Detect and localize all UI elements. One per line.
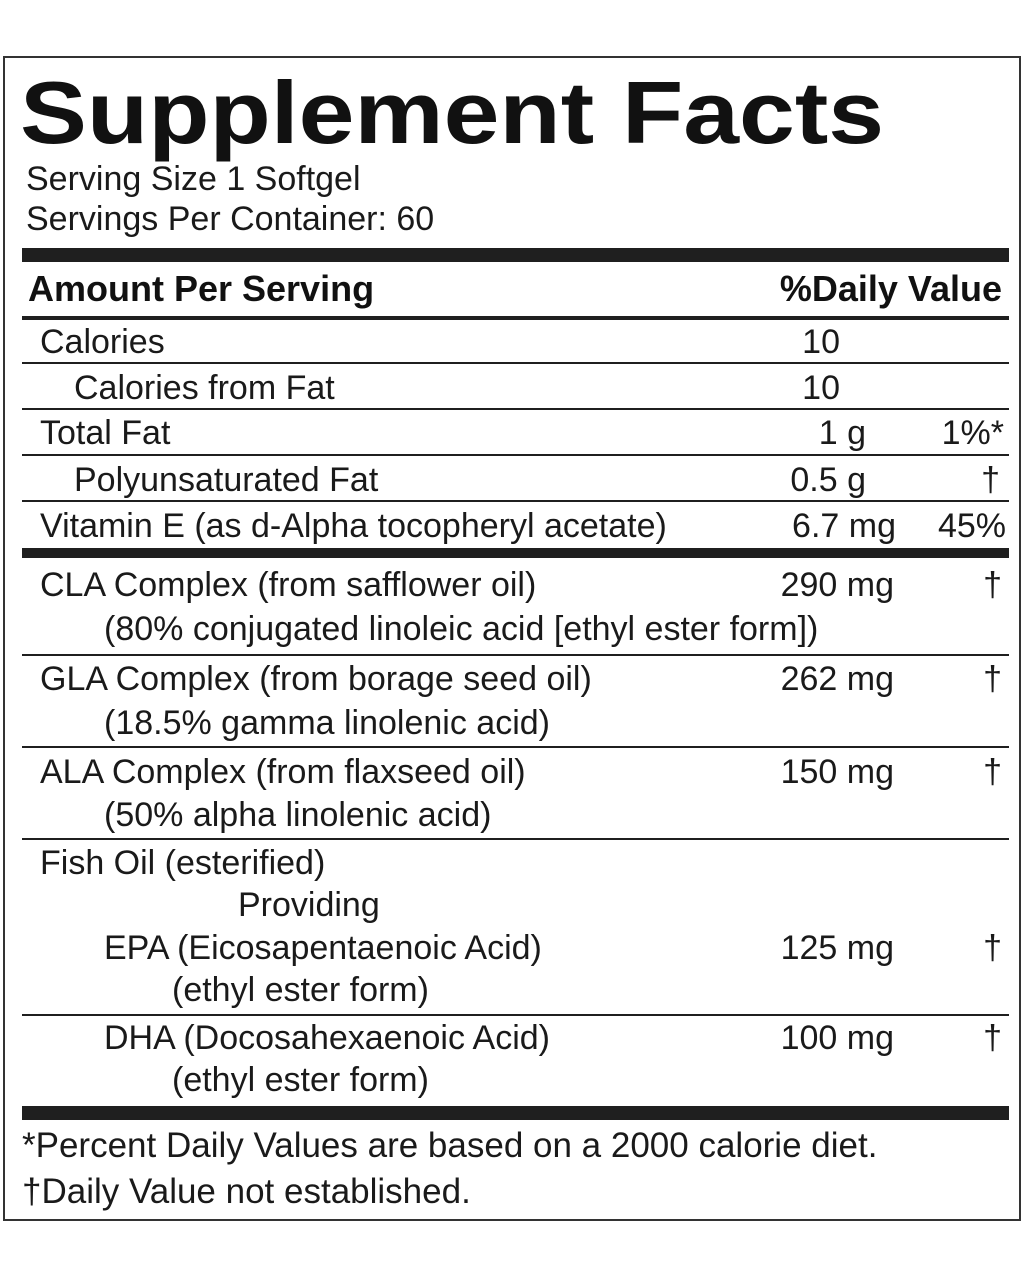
gla-complex-amount: 262 mg — [780, 660, 894, 698]
dha-detail: (ethyl ester form) — [172, 1061, 429, 1099]
cla-complex-amount: 290 mg — [780, 566, 894, 604]
dha-label: DHA (Docosahexaenoic Acid) — [104, 1019, 551, 1057]
gla-complex-dv: † — [983, 660, 1002, 698]
total-fat-dv: 1%* — [941, 414, 1004, 452]
vitamin-e-label: Vitamin E (as d-Alpha tocopheryl acetate) — [40, 507, 667, 545]
calories-from-fat-label: Calories from Fat — [74, 369, 335, 407]
ala-complex-label: ALA Complex (from flaxseed oil) — [40, 753, 526, 791]
thick-divider-bottom — [22, 1106, 1009, 1120]
row-divider — [22, 746, 1009, 748]
vitamin-e-dv: 45% — [937, 507, 1006, 545]
cla-complex-detail: (80% conjugated linoleic acid [ethyl ester form]) — [104, 610, 819, 648]
gla-complex-label: GLA Complex (from borage seed oil) — [40, 660, 592, 698]
amount-per-serving-header: Amount Per Serving — [28, 268, 375, 309]
polyunsaturated-fat-dv: † — [981, 461, 1000, 499]
serving-size: Serving Size 1 Softgel — [26, 160, 361, 198]
row-divider — [22, 362, 1009, 364]
polyunsaturated-fat-amount: 0.5 g — [790, 461, 866, 499]
calories-from-fat-amount: 10 — [802, 369, 840, 407]
ala-complex-dv: † — [983, 753, 1002, 791]
epa-detail: (ethyl ester form) — [172, 971, 429, 1009]
dagger-footnote: †Daily Value not established. — [22, 1172, 471, 1211]
dha-dv: † — [983, 1019, 1002, 1057]
thick-divider-middle — [22, 548, 1009, 558]
daily-value-header: %Daily Value — [779, 268, 1002, 309]
gla-complex-detail: (18.5% gamma linolenic acid) — [104, 704, 550, 742]
epa-dv: † — [983, 929, 1002, 967]
epa-label: EPA (Eicosapentaenoic Acid) — [104, 929, 542, 967]
panel-title: Supplement Facts — [20, 63, 885, 162]
cla-complex-label: CLA Complex (from safflower oil) — [40, 566, 537, 604]
dha-amount: 100 mg — [780, 1019, 894, 1057]
thick-divider-top — [22, 248, 1009, 262]
servings-per-container: Servings Per Container: 60 — [26, 200, 435, 238]
row-divider — [22, 654, 1009, 656]
vitamin-e-amount: 6.7 mg — [792, 507, 896, 545]
cla-complex-dv: † — [983, 566, 1002, 604]
total-fat-label: Total Fat — [40, 414, 171, 452]
row-divider — [22, 838, 1009, 840]
epa-amount: 125 mg — [780, 929, 894, 967]
ala-complex-amount: 150 mg — [780, 753, 894, 791]
percent-daily-value-footnote: *Percent Daily Values are based on a 2000 calorie diet. — [22, 1126, 878, 1165]
row-divider — [22, 1014, 1009, 1016]
row-divider — [22, 500, 1009, 502]
row-divider — [22, 454, 1009, 456]
calories-label: Calories — [40, 323, 165, 361]
fish-oil-label: Fish Oil (esterified) — [40, 844, 326, 882]
ala-complex-detail: (50% alpha linolenic acid) — [104, 796, 492, 834]
total-fat-amount: 1 g — [818, 414, 866, 452]
row-divider — [22, 408, 1009, 410]
calories-amount: 10 — [802, 323, 840, 361]
header-divider — [22, 316, 1009, 320]
providing-label: Providing — [238, 886, 380, 924]
polyunsaturated-fat-label: Polyunsaturated Fat — [74, 461, 379, 499]
